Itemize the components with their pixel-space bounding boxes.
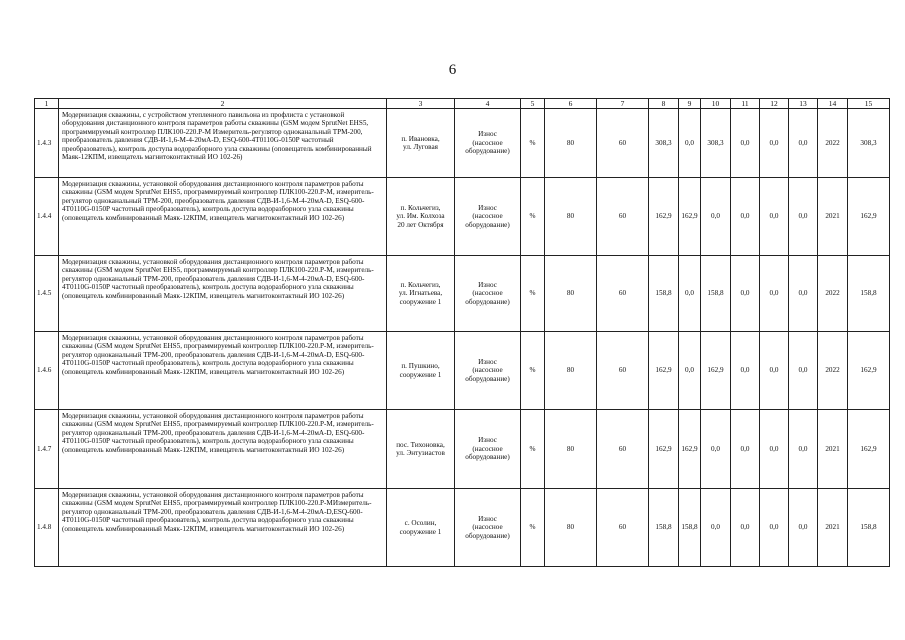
row-unit: % [521, 489, 545, 567]
row-c13: 0,0 [789, 410, 818, 489]
row-c7: 60 [597, 489, 649, 567]
row-note: Износ (насосное оборудование) [455, 256, 521, 332]
row-c10: 162,9 [701, 332, 731, 410]
row-total: 162,9 [848, 410, 890, 489]
row-address: с. Осолин, сооружение 1 [387, 489, 455, 567]
row-c10: 158,8 [701, 256, 731, 332]
row-note: Износ (насосное оборудование) [455, 489, 521, 567]
row-c6: 80 [545, 332, 597, 410]
header-row [35, 99, 890, 109]
row-note: Износ (насосное оборудование) [455, 109, 521, 178]
col-header-1: 1 [35, 99, 59, 109]
row-year: 2021 [818, 489, 848, 567]
row-c12: 0,0 [760, 178, 789, 256]
row-c7: 60 [597, 109, 649, 178]
row-c6: 80 [545, 489, 597, 567]
row-c10: 308,3 [701, 109, 731, 178]
table-row [35, 489, 890, 567]
row-c6: 80 [545, 256, 597, 332]
col-header-10: 10 [701, 99, 731, 109]
row-address: п. Ивановка, ул. Луговая [387, 109, 455, 178]
row-c13: 0,0 [789, 109, 818, 178]
row-c10: 0,0 [701, 489, 731, 567]
row-c8: 308,3 [649, 109, 679, 178]
row-id: 1.4.6 [35, 332, 59, 410]
row-year: 2021 [818, 178, 848, 256]
table-row [35, 109, 890, 178]
row-address: п. Кольчегиз, ул. Игнатьева, сооружение 1 [387, 256, 455, 332]
row-c8: 158,8 [649, 489, 679, 567]
row-c9: 162,9 [679, 410, 701, 489]
row-c10: 0,0 [701, 178, 731, 256]
table-row [35, 178, 890, 256]
row-description: Модернизация скважины, с устройством утепленного павильона из профлиста с установкой оборудования дистанционного контроля параметров работы скважины (GSM модем SprutNet EHS5, программируемый контроллер ПЛК100-220.Р-М Измеритель-регулятор одноканальный ТРМ-200, преобразователь давления СДВ-И-1,6-М-4-20мА-D, ESQ-600-4Т0110G-0150Р частотный преобразователь), контроль доступа водоразборного узла скважины (оповещатель комбинированный Маяк-12КПМ, извещатель магнитоконтактный ИО 102-26) [59, 109, 387, 178]
row-total: 158,8 [848, 256, 890, 332]
investment-table [34, 98, 890, 567]
table-row [35, 410, 890, 489]
row-c9: 162,9 [679, 178, 701, 256]
col-header-12: 12 [760, 99, 789, 109]
row-total: 158,8 [848, 489, 890, 567]
row-c11: 0,0 [731, 178, 760, 256]
col-header-2: 2 [59, 99, 387, 109]
row-c12: 0,0 [760, 109, 789, 178]
row-c7: 60 [597, 256, 649, 332]
row-note: Износ (насосное оборудование) [455, 178, 521, 256]
col-header-14: 14 [818, 99, 848, 109]
row-c12: 0,0 [760, 489, 789, 567]
table-row [35, 256, 890, 332]
col-header-7: 7 [597, 99, 649, 109]
row-c13: 0,0 [789, 256, 818, 332]
row-unit: % [521, 178, 545, 256]
row-c7: 60 [597, 410, 649, 489]
row-c7: 60 [597, 178, 649, 256]
row-note: Износ (насосное оборудование) [455, 410, 521, 489]
col-header-13: 13 [789, 99, 818, 109]
row-address: п. Пушкино, сооружение 1 [387, 332, 455, 410]
row-c6: 80 [545, 109, 597, 178]
row-id: 1.4.8 [35, 489, 59, 567]
row-unit: % [521, 256, 545, 332]
row-c11: 0,0 [731, 410, 760, 489]
row-c11: 0,0 [731, 332, 760, 410]
row-address: п. Кольчегиз, ул. Им. Колхоза 20 лет Октября [387, 178, 455, 256]
row-c9: 158,8 [679, 489, 701, 567]
row-c9: 0,0 [679, 256, 701, 332]
col-header-9: 9 [679, 99, 701, 109]
row-year: 2022 [818, 109, 848, 178]
row-c12: 0,0 [760, 256, 789, 332]
row-description: Модернизация скважины, установкой оборудования дистанционного контроля параметров работы скважины (GSM модем SprutNet EHS5, программируемый контроллер ПЛК100-220.Р-МИзмеритель-регулятор одноканальный ТРМ-200, преобразователь давления СДВ-И-1,6-М-4-20мА-D,ESQ-600-4Т0110G-0150Р частотный преобразователь), контроль доступа водоразборного узла скважины (оповещатель комбинированный Маяк-12КПМ, извещатель магнитоконтактный ИО 102-26) [59, 489, 387, 567]
row-year: 2022 [818, 256, 848, 332]
row-c13: 0,0 [789, 178, 818, 256]
row-c11: 0,0 [731, 109, 760, 178]
row-c13: 0,0 [789, 332, 818, 410]
col-header-4: 4 [455, 99, 521, 109]
col-header-8: 8 [649, 99, 679, 109]
row-id: 1.4.4 [35, 178, 59, 256]
row-description: Модернизация скважины, установкой оборудования дистанционного контроля параметров работы скважины (GSM модем SprutNet EHS5, программируемый контроллер ПЛК100-220.Р-М, измеритель-регулятор одноканальный ТРМ-200, преобразователь давления СДВ-И-1,6-М-4-20мА-D, ESQ-600-4Т0110G-0150Р частотный преобразователь), контроль доступа водоразборного узла скважины (оповещатель комбинированный Маяк-12КПМ, извещатель магнитоконтактный ИО 102-26) [59, 332, 387, 410]
row-c8: 158,8 [649, 256, 679, 332]
row-c12: 0,0 [760, 332, 789, 410]
row-total: 162,9 [848, 332, 890, 410]
col-header-3: 3 [387, 99, 455, 109]
row-c7: 60 [597, 332, 649, 410]
page-number: 6 [448, 62, 457, 78]
row-address: пос. Тихоновка, ул. Энтузиастов [387, 410, 455, 489]
row-c9: 0,0 [679, 109, 701, 178]
table-row [35, 332, 890, 410]
row-id: 1.4.7 [35, 410, 59, 489]
row-c10: 0,0 [701, 410, 731, 489]
col-header-11: 11 [731, 99, 760, 109]
row-c8: 162,9 [649, 332, 679, 410]
row-c13: 0,0 [789, 489, 818, 567]
row-unit: % [521, 109, 545, 178]
row-total: 162,9 [848, 178, 890, 256]
row-description: Модернизация скважины, установкой оборудования дистанционного контроля параметров работы скважины (GSM модем SprutNet EHS5, программируемый контроллер ПЛК100-220.Р-М, измеритель-регулятор одноканальный ТРМ-200, преобразователь давления СДВ-И-1,6-М-4-20мА-D, ESQ-600-4Т0110G-0150Р частотный преобразователь), контроль доступа водоразборного узла скважины (оповещатель комбинированный Маяк-12КПМ, извещатель магнитоконтактный ИО 102-26) [59, 256, 387, 332]
col-header-6: 6 [545, 99, 597, 109]
row-c8: 162,9 [649, 410, 679, 489]
row-year: 2021 [818, 410, 848, 489]
row-description: Модернизация скважины, установкой оборудования дистанционного контроля параметров работы скважины (GSM модем SprutNet EHS5, программируемый контроллер ПЛК100-220.Р-М, измеритель-регулятор одноканальный ТРМ-200, преобразователь давления СДВ-И-1,6-М-4-20мА-D, ESQ-600-4Т0110G-0150Р частотный преобразователь), контроль доступа водоразборного узла скважины (оповещатель комбинированный Маяк-12КПМ, извещатель магнитоконтактный ИО 102-26) [59, 178, 387, 256]
row-c11: 0,0 [731, 256, 760, 332]
row-note: Износ (насосное оборудование) [455, 332, 521, 410]
col-header-5: 5 [521, 99, 545, 109]
row-c6: 80 [545, 410, 597, 489]
row-c6: 80 [545, 178, 597, 256]
row-c9: 0,0 [679, 332, 701, 410]
row-unit: % [521, 332, 545, 410]
row-description: Модернизация скважины, установкой оборудования дистанционного контроля параметров работы скважины (GSM модем SprutNet EHS5, программируемый контроллер ПЛК100-220.Р-М, измеритель-регулятор одноканальный ТРМ-200, преобразователь давления СДВ-И-1,6-М-4-20мА-D, ESQ-600-4Т0110G-0150Р частотный преобразователь), контроль доступа водоразборного узла скважины (оповещатель комбинированный Маяк-12КПМ, извещатель магнитоконтактный ИО 102-26) [59, 410, 387, 489]
row-total: 308,3 [848, 109, 890, 178]
row-year: 2022 [818, 332, 848, 410]
col-header-15: 15 [848, 99, 890, 109]
row-c11: 0,0 [731, 489, 760, 567]
row-id: 1.4.3 [35, 109, 59, 178]
row-c8: 162,9 [649, 178, 679, 256]
row-unit: % [521, 410, 545, 489]
row-id: 1.4.5 [35, 256, 59, 332]
row-c12: 0,0 [760, 410, 789, 489]
